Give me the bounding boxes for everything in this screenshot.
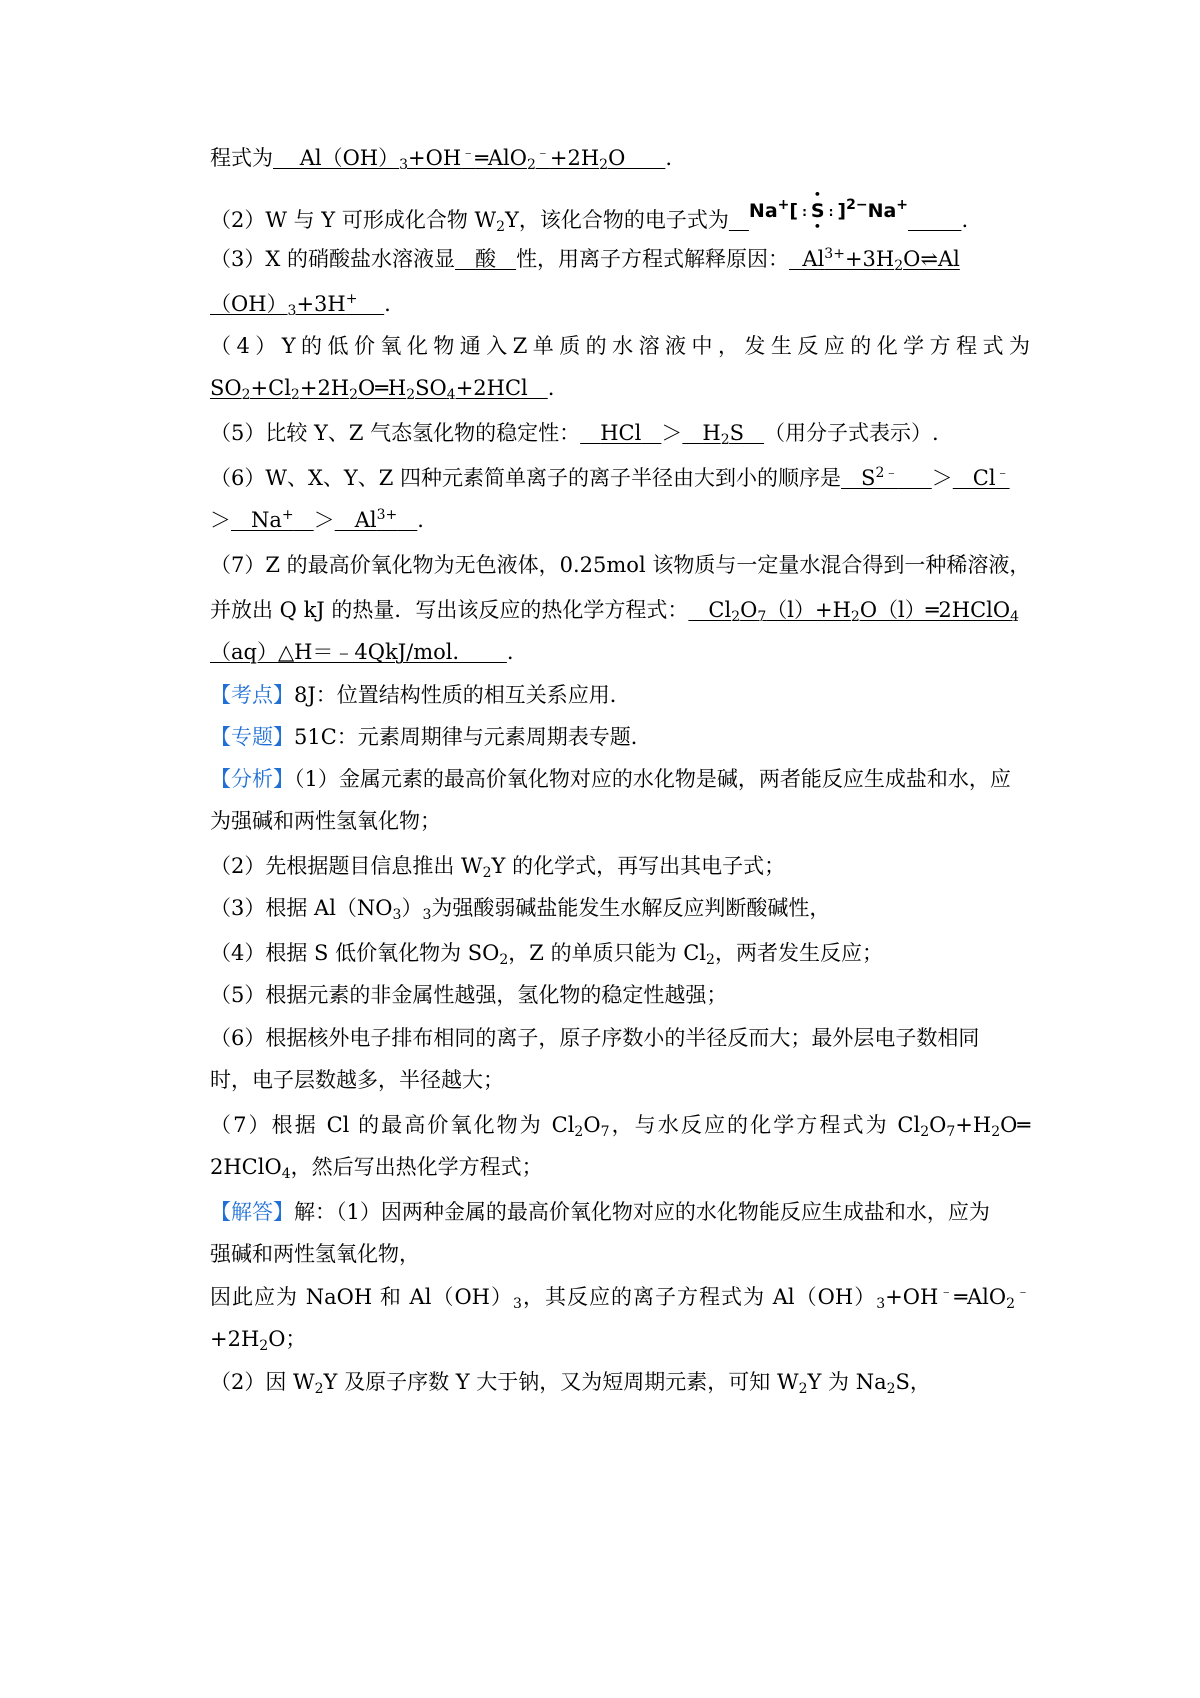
- q7-line: [210, 550, 1030, 580]
- fenxi-4b: ，Z 的单质只能为 Cl: [508, 941, 707, 965]
- q1-answer: $Al(OH)_3+OH^﹣═AlO_2^﹣+2H_2O$: [273, 145, 666, 173]
- fenxi-3: （3）根据 Al（NO: [210, 896, 393, 920]
- jieda-1e: O；: [268, 1327, 307, 1351]
- colon-icon: :: [802, 205, 807, 219]
- q3-line: [210, 244, 1030, 274]
- q6-line: （6）W、X、Y、Z 四种元素简单离子的离子半径由大到小的顺序是 $S^{2﹣}$ ＞ Cl﹣: [210, 465, 1010, 490]
- q7-ans2: （aq）△H＝﹣4QkJ/mol．: [210, 640, 474, 664]
- q4-answer: $SO_2+Cl_2+2H_2O═H_2SO_4+2HCl$: [210, 376, 548, 403]
- fenxi-line-2: （2）先根据题目信息推出 $W_2Y$ 的化学式，再写出其电子式；: [210, 854, 786, 881]
- q5-text: （5）比较 Y、Z 气态氢化物的稳定性：: [210, 421, 581, 445]
- q5-h: H: [702, 421, 721, 445]
- fenxi-7: （7）根据 Cl 的最高价氧化物为 $Cl_2O_7$，与水反应的化学方程式为 $Cl_2O_7+H_2O═$: [210, 1113, 1030, 1140]
- fenxi-line: [210, 764, 1030, 794]
- q7-text2: 并放出 Q kJ 的热量．写出该反应的热化学方程式：: [210, 598, 689, 622]
- ef-na2: Na: [867, 200, 897, 222]
- q7-text: （7）Z 的最高价氧化物为无色液体，0.25mol 该物质与一定量水混合得到一种稀溶液，: [210, 553, 1031, 577]
- fenxi-1b: 为强碱和两性氢氧化物；: [210, 809, 441, 833]
- q7-line3: （aq）△H＝﹣4QkJ/mol． .: [210, 640, 514, 664]
- q4-answer-line: $SO_2+Cl_2+2H_2O═H_2SO_4+2HCl$ .: [210, 376, 555, 403]
- fenxi-2b: Y 的化学式，再写出其电子式；: [491, 854, 786, 878]
- fenxi-3b: ）: [401, 896, 423, 920]
- q1-prefix: 程式为: [210, 146, 273, 170]
- jieda-2: （2）因 W: [210, 1370, 315, 1394]
- fenxi-line-5: [210, 980, 1030, 1010]
- fenxi-3c: 为强酸弱碱盐能发生水解反应判断酸碱性，: [431, 896, 831, 920]
- fenxi-line-6: [210, 1023, 1030, 1053]
- q5-gt: ＞: [661, 421, 683, 445]
- q2-answer: [729, 197, 962, 232]
- jieda-1: 解：（1）因两种金属的最高价氧化物对应的水化物能反应生成盐和水，应为: [294, 1200, 990, 1224]
- jieda-1b: 强碱和两性氢氧化物，: [210, 1242, 420, 1266]
- fenxi-7b: 2HClO: [210, 1155, 282, 1179]
- q3-text2: 性，用离子方程式解释原因：: [516, 247, 790, 271]
- fenxi-6: （6）根据核外电子排布相同的离子，原子序数小的半径反而大；最外层电子数相同: [210, 1026, 980, 1050]
- fenxi-label: 【分析】: [210, 767, 294, 791]
- fenxi-7c: ，然后写出热化学方程式；: [290, 1155, 543, 1179]
- q6-a: $S^{2﹣}$: [841, 465, 899, 490]
- q1-suffix: .: [665, 146, 673, 170]
- electron-formula: Na+[ :• S • : ]$^{2-}$Na+: [749, 196, 908, 227]
- jieda-line-2: （2）因 $W_2Y$ 及原子序数 Y 大于钠，又为短周期元素，可知 $W_2Y$ 为 $Na_2S$，: [210, 1370, 931, 1397]
- jieda-line-1d: $+2H_2O$；: [210, 1327, 307, 1354]
- fenxi-line-6b: [210, 1065, 1030, 1095]
- fenxi-line-4: （4）根据 S 低价氧化物为 $SO_2$，Z 的单质只能为 $Cl_2$，两者发生反应；: [210, 941, 883, 968]
- ef-rbracket: ]: [837, 200, 847, 222]
- q7-line2: [210, 595, 1030, 625]
- fenxi-line-7: [210, 1110, 1030, 1140]
- q2-text2: Y，该化合物的电子式为: [505, 208, 729, 232]
- jieda-2b: Y 及原子序数 Y 大于钠，又为短周期元素，可知 W: [323, 1370, 799, 1394]
- fenxi-6b: 时，电子层数越多，半径越大；: [210, 1068, 504, 1092]
- jieda-2c: Y 为 Na: [807, 1370, 887, 1394]
- q7-answer2: [210, 640, 507, 664]
- q1-line: [210, 143, 1030, 173]
- kaodian-label: 【考点】: [210, 683, 294, 707]
- q5-hcl: HCl: [600, 421, 642, 445]
- jieda-label: 【解答】: [210, 1200, 294, 1224]
- q3-acid: 酸: [475, 247, 497, 271]
- zhuanti-line: [210, 722, 1030, 752]
- ef-charge: 2−: [846, 197, 868, 213]
- q4-line: [210, 331, 1030, 361]
- q3-ion-eq2: $(OH)_3+3H^+$: [210, 291, 358, 319]
- jieda-1d: +2H: [210, 1327, 260, 1351]
- q5-tail: （用分子式表示）.: [764, 421, 939, 445]
- q3-ion-eq: $Al^{3+}+3H_2O\rightleftharpoons Al$: [789, 246, 960, 274]
- colon-icon: :: [828, 205, 834, 219]
- q4-text: （4）Y的低价氧化物通入Z单质的水溶液中，发生反应的化学方程式为: [210, 334, 1030, 358]
- jieda-1c: 因此应为 NaOH 和 $Al(OH)_3$，其反应的离子方程式为 $Al(OH)_3+OH^﹣═AlO_2^﹣$: [210, 1284, 1031, 1312]
- q6-line2: ＞ Na+ ＞ $Al^{3+}$ .: [210, 507, 424, 532]
- kaodian-line: [210, 680, 1030, 710]
- q2-text: （2）W 与 Y 可形成化合物 W: [210, 208, 497, 232]
- fenxi-4: （4）根据 S 低价氧化物为 SO: [210, 941, 500, 965]
- q5-s: S: [729, 421, 745, 445]
- q3-line2: $(OH)_3+3H^+$ .: [210, 291, 391, 319]
- ef-lbracket: [: [789, 200, 799, 222]
- q5-answer-b: $H_2S$: [702, 421, 745, 448]
- q6-c: Na+: [231, 507, 294, 532]
- q2-line: （2）W 与 Y 可形成化合物 $W_2Y$，该化合物的电子式为 Na+[ :• S • : ]$^{2-}$Na+ .: [210, 205, 1030, 237]
- fenxi-5: （5）根据元素的非金属性越强，氢化物的稳定性越强；: [210, 983, 728, 1007]
- fenxi-4c: ，两者发生反应；: [714, 941, 883, 965]
- q3-answer: [455, 247, 516, 271]
- zhuanti-label: 【专题】: [210, 725, 294, 749]
- fenxi-1: （1）金属元素的最高价氧化物对应的水化物是碱，两者能反应生成盐和水，应: [294, 767, 1011, 791]
- jieda-2d: S，: [895, 1370, 931, 1394]
- kaodian-text: 8J：位置结构性质的相互关系应用．: [294, 683, 631, 707]
- fenxi-line-1b: [210, 806, 1030, 836]
- q5-answer-a: [580, 421, 661, 445]
- ef-sulfur: [811, 196, 825, 226]
- jieda-line-1b: [210, 1239, 1030, 1269]
- q7-answer: $Cl_2O_7(l)+H_2O(l)═2HClO_4$: [688, 598, 1020, 625]
- zhuanti-text: 51C：元素周期律与元素周期表专题．: [294, 725, 652, 749]
- q5-line: [210, 418, 1030, 448]
- fenxi-line-3: （3）根据 $Al(NO_3)_3$为强酸弱碱盐能发生水解反应判断酸碱性，: [210, 896, 831, 923]
- q6-b: Cl﹣: [952, 465, 1010, 490]
- jieda-line: [210, 1197, 1030, 1227]
- ef-s: S: [810, 200, 825, 222]
- fenxi-2: （2）先根据题目信息推出 W: [210, 854, 483, 878]
- q6-d: $Al^{3+}$: [334, 507, 398, 532]
- ef-na1: Na: [748, 200, 778, 222]
- jieda-line-1c: [210, 1282, 1030, 1312]
- fenxi-line-7b: 2HClO$_4$，然后写出热化学方程式；: [210, 1155, 543, 1182]
- q3-text: （3）X 的硝酸盐水溶液显: [210, 247, 455, 271]
- q6-text: （6）W、X、Y、Z 四种元素简单离子的离子半径由大到小的顺序是: [210, 466, 842, 490]
